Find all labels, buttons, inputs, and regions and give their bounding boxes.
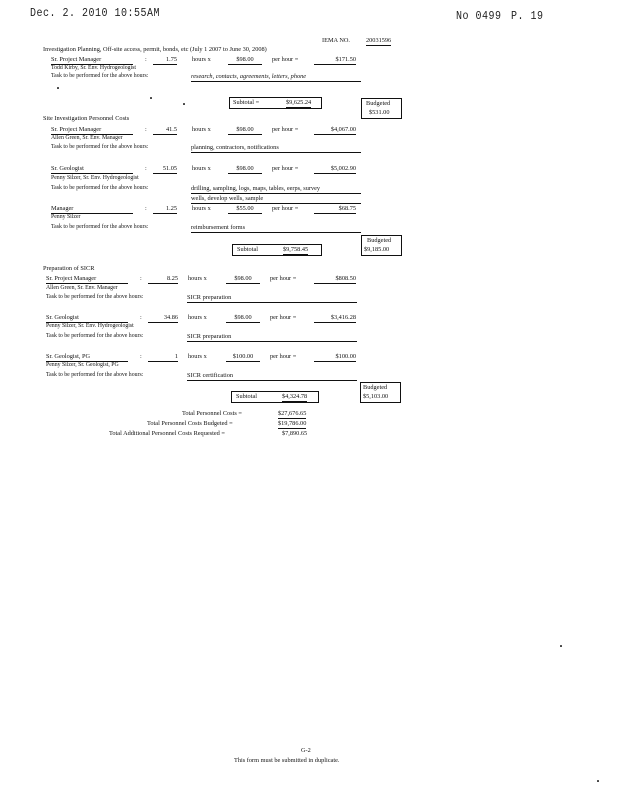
page-number: G-2 <box>301 747 311 754</box>
subtotal-label: Subtotal = <box>233 99 260 106</box>
hours-value: 34.86 <box>148 315 178 323</box>
amount-value: $5,002.90 <box>314 166 356 174</box>
total-budgeted-value: $19,786.00 <box>278 420 307 427</box>
hours-value: 1.25 <box>153 206 177 214</box>
colon: : <box>145 56 147 63</box>
hours-value: 1.75 <box>153 57 177 65</box>
amount-value: $808.50 <box>314 276 356 284</box>
budgeted-label: Budgeted <box>367 237 392 244</box>
iema-no-value: 20031596 <box>366 37 392 44</box>
footer-note: This form must be submitted in duplicate. <box>234 757 340 764</box>
subtotal-label: Subtotal <box>236 393 257 400</box>
fax-page-number: P. 19 <box>511 10 544 24</box>
amount-value: $171.50 <box>314 57 356 65</box>
amount-value: $100.00 <box>314 354 356 362</box>
budgeted-value: $531.00 <box>369 109 390 116</box>
task-label: Task to be performed for the above hours: <box>46 333 144 339</box>
task-description: SICR preparation <box>187 295 357 303</box>
section-title-preparation-sicr: Preparation of SICR <box>43 265 95 272</box>
role: Sr. Geologist, PG <box>46 354 128 362</box>
per-hour-label: per hour = <box>270 275 297 282</box>
rate-value: $98.00 <box>228 166 262 174</box>
per-hour-label: per hour = <box>272 56 299 63</box>
person-name: Penny Silzer <box>51 214 81 220</box>
hours-label: hours x <box>192 126 211 133</box>
per-hour-label: per hour = <box>270 353 297 360</box>
subtotal-value: $4,324.78 <box>282 393 308 400</box>
person-name: Penny Silzer, Sr. Env. Hydrogeologist <box>51 175 139 181</box>
task-description: SICR certification <box>187 373 357 381</box>
hours-value: 8.25 <box>148 276 178 284</box>
hours-label: hours x <box>192 205 211 212</box>
task-label: Task to be performed for the above hours: <box>46 294 144 300</box>
hours-label: hours x <box>192 165 211 172</box>
task-description: drilling, sampling, logs, maps, tables, eerps, survey <box>191 186 361 194</box>
subtotal-box <box>229 97 322 109</box>
subtotal-box <box>231 391 319 403</box>
hours-value: 51.05 <box>153 166 177 174</box>
role: Sr. Project Manager <box>51 57 133 65</box>
role: Sr. Project Manager <box>46 276 128 284</box>
amount-value: $4,067.00 <box>314 127 356 135</box>
task-label: Task to be performed for the above hours: <box>51 185 149 191</box>
colon: : <box>145 205 147 212</box>
task-label: Task to be performed for the above hours: <box>51 144 149 150</box>
task-label: Task to be performed for the above hours: <box>51 73 149 79</box>
rate-value: $98.00 <box>228 57 262 65</box>
task-label: Task to be performed for the above hours: <box>46 372 144 378</box>
per-hour-label: per hour = <box>270 314 297 321</box>
subtotal-value: $9,625.24 <box>286 99 312 106</box>
rate-value: $100.00 <box>226 354 260 362</box>
budgeted-value: $9,185.00 <box>364 246 390 253</box>
total-personnel-costs-label: Total Personnel Costs = <box>182 410 242 417</box>
budgeted-box <box>361 98 402 119</box>
hours-label: hours x <box>188 275 207 282</box>
budgeted-value: $5,103.00 <box>363 393 389 400</box>
colon: : <box>145 126 147 133</box>
total-additional-value: $7,890.65 <box>282 430 308 437</box>
person-name: Penny Silzer, Sr. Env. Hydrogeologist <box>46 323 134 329</box>
total-additional-label: Total Additional Personnel Costs Requested = <box>109 430 225 437</box>
colon: : <box>140 353 142 360</box>
hours-label: hours x <box>192 56 211 63</box>
section-title-site-investigation: Site Investigation Personnel Costs <box>43 115 130 122</box>
hours-value: 1 <box>148 354 178 362</box>
subtotal-value: $9,758.45 <box>283 246 309 253</box>
colon: : <box>145 165 147 172</box>
hours-label: hours x <box>188 353 207 360</box>
task-label: Task to be performed for the above hours: <box>51 224 149 230</box>
hours-value: 41.5 <box>153 127 177 135</box>
person-name: Allen Green, Sr. Env. Manager <box>51 135 123 141</box>
task-description: planning, contractors, notifications <box>191 145 361 153</box>
budgeted-box <box>360 382 401 403</box>
role: Sr. Geologist <box>51 166 133 174</box>
person-name: Todd Kirby, Sr. Env. Hydrogeologist <box>51 65 136 71</box>
budgeted-label: Budgeted <box>366 100 391 107</box>
per-hour-label: per hour = <box>272 165 299 172</box>
budgeted-label: Budgeted <box>363 384 388 391</box>
colon: : <box>140 314 142 321</box>
role: Sr. Geologist <box>46 315 128 323</box>
task-description: reimbursement forms <box>191 225 361 233</box>
task-description: SICR preparation <box>187 334 357 342</box>
amount-value: $68.75 <box>314 206 356 214</box>
section-title-investigation-planning: Investigation Planning, Off-site access, permit, bonds, etc (July 1 2007 to June 30, 2008) <box>43 46 267 53</box>
per-hour-label: per hour = <box>272 126 299 133</box>
task-description-line2: wells, develop wells, sample <box>191 196 361 204</box>
colon: : <box>140 275 142 282</box>
total-budgeted-label: Total Personnel Costs Budgeted = <box>147 420 233 427</box>
role: Sr. Project Manager <box>51 127 133 135</box>
rate-value: $98.00 <box>226 315 260 323</box>
per-hour-label: per hour = <box>272 205 299 212</box>
total-personnel-costs-value: $27,676.65 <box>278 410 307 417</box>
hours-label: hours x <box>188 314 207 321</box>
subtotal-box <box>232 244 322 256</box>
rate-value: $55.00 <box>228 206 262 214</box>
fax-datetime: Dec. 2. 2010 10:55AM <box>30 7 161 21</box>
task-description: research, contacts, agreements, letters, phone <box>191 74 361 82</box>
role: Manager <box>51 206 133 214</box>
amount-value: $3,416.28 <box>314 315 356 323</box>
person-name: Penny Silzer, Sr. Geologist, PG <box>46 362 119 368</box>
rate-value: $98.00 <box>226 276 260 284</box>
rate-value: $98.00 <box>228 127 262 135</box>
subtotal-label: Subtotal <box>237 246 258 253</box>
person-name: Allen Green, Sr. Env. Manager <box>46 285 118 291</box>
fax-number: No 0499 <box>456 10 502 24</box>
iema-no-label: IEMA NO. <box>322 37 350 44</box>
budgeted-box <box>361 235 402 256</box>
